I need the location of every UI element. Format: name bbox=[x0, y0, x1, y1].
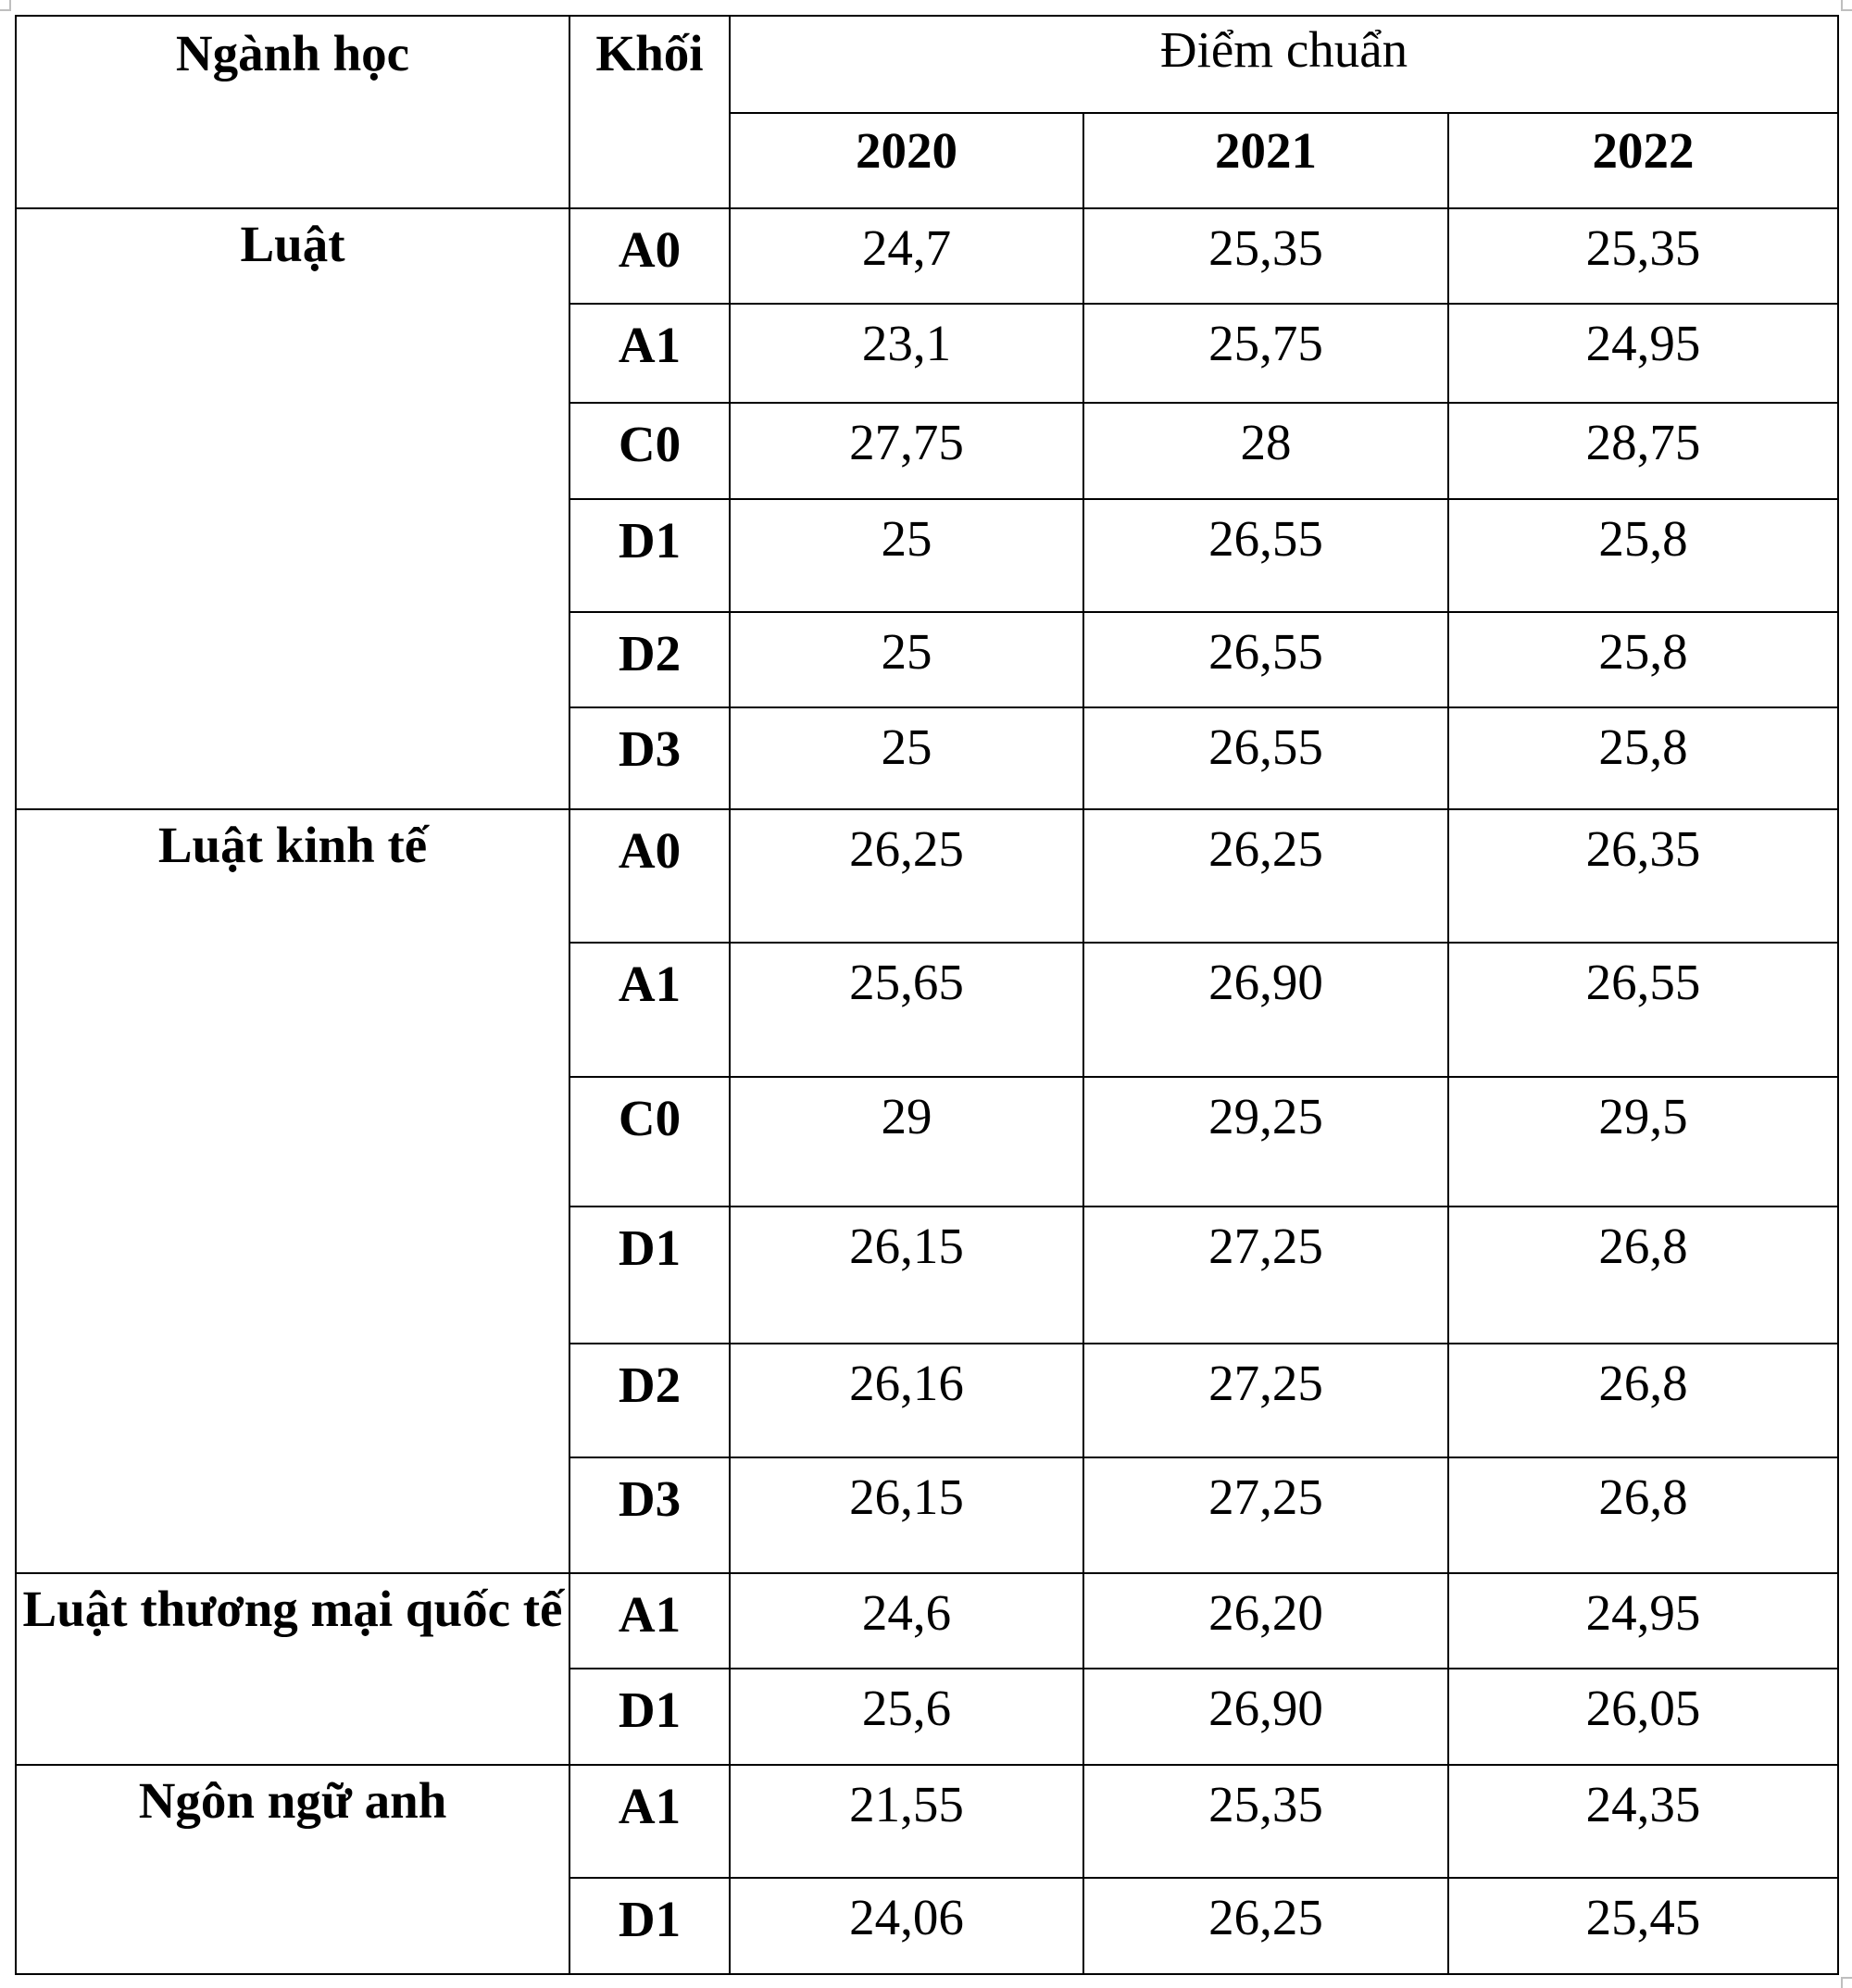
score-cell-2020: 25,6 bbox=[730, 1669, 1083, 1765]
score-cell-2022: 26,35 bbox=[1448, 809, 1838, 943]
block-code-cell: A0 bbox=[569, 208, 730, 304]
score-cell-2022: 28,75 bbox=[1448, 403, 1838, 499]
major-name-cell: Luật bbox=[16, 208, 569, 809]
block-code-cell: D2 bbox=[569, 1344, 730, 1457]
header-row-1 bbox=[16, 16, 1838, 113]
score-cell-2022: 24,95 bbox=[1448, 304, 1838, 403]
score-cell-2022: 25,8 bbox=[1448, 499, 1838, 612]
block-code-cell: D1 bbox=[569, 1878, 730, 1974]
score-cell-2022: 25,45 bbox=[1448, 1878, 1838, 1974]
corner-mark-bottom-right bbox=[1841, 1977, 1852, 1988]
block-code-cell: A0 bbox=[569, 809, 730, 943]
header-major: Ngành học bbox=[16, 16, 569, 208]
score-cell-2022: 29,5 bbox=[1448, 1077, 1838, 1207]
score-cell-2022: 26,8 bbox=[1448, 1344, 1838, 1457]
score-cell-2022: 24,95 bbox=[1448, 1573, 1838, 1669]
score-cell-2022: 25,8 bbox=[1448, 707, 1838, 809]
block-code-cell: D3 bbox=[569, 707, 730, 809]
score-cell-2020: 25 bbox=[730, 612, 1083, 707]
score-cell-2020: 24,6 bbox=[730, 1573, 1083, 1669]
score-cell-2021: 27,25 bbox=[1083, 1344, 1448, 1457]
admission-score-table bbox=[15, 15, 1839, 1975]
header-block: Khối bbox=[569, 16, 730, 208]
score-cell-2021: 26,90 bbox=[1083, 943, 1448, 1077]
score-cell-2021: 27,25 bbox=[1083, 1207, 1448, 1344]
score-cell-2020: 27,75 bbox=[730, 403, 1083, 499]
block-code-cell: A1 bbox=[569, 943, 730, 1077]
table-row bbox=[16, 809, 1838, 943]
score-cell-2020: 25 bbox=[730, 707, 1083, 809]
block-code-cell: D3 bbox=[569, 1457, 730, 1573]
table-row bbox=[16, 208, 1838, 304]
score-cell-2021: 25,75 bbox=[1083, 304, 1448, 403]
score-cell-2021: 26,90 bbox=[1083, 1669, 1448, 1765]
score-cell-2021: 28 bbox=[1083, 403, 1448, 499]
table-row bbox=[16, 1765, 1838, 1878]
score-cell-2022: 24,35 bbox=[1448, 1765, 1838, 1878]
corner-mark-top-left bbox=[0, 0, 11, 11]
score-cell-2021: 26,55 bbox=[1083, 612, 1448, 707]
score-cell-2020: 26,15 bbox=[730, 1457, 1083, 1573]
score-cell-2022: 26,05 bbox=[1448, 1669, 1838, 1765]
score-cell-2020: 24,06 bbox=[730, 1878, 1083, 1974]
score-cell-2021: 26,25 bbox=[1083, 1878, 1448, 1974]
score-cell-2021: 27,25 bbox=[1083, 1457, 1448, 1573]
score-cell-2022: 25,35 bbox=[1448, 208, 1838, 304]
score-cell-2020: 25,65 bbox=[730, 943, 1083, 1077]
header-score-group: Điểm chuẩn bbox=[730, 16, 1838, 113]
block-code-cell: D1 bbox=[569, 499, 730, 612]
block-code-cell: A1 bbox=[569, 1573, 730, 1669]
score-cell-2021: 26,55 bbox=[1083, 707, 1448, 809]
score-cell-2022: 26,8 bbox=[1448, 1457, 1838, 1573]
block-code-cell: D2 bbox=[569, 612, 730, 707]
major-name-cell: Ngôn ngữ anh bbox=[16, 1765, 569, 1974]
score-cell-2020: 23,1 bbox=[730, 304, 1083, 403]
corner-mark-top-right bbox=[1841, 0, 1852, 11]
score-cell-2020: 25 bbox=[730, 499, 1083, 612]
score-cell-2020: 26,25 bbox=[730, 809, 1083, 943]
header-year-2022: 2022 bbox=[1448, 113, 1838, 208]
major-name-cell: Luật kinh tế bbox=[16, 809, 569, 1573]
score-cell-2021: 26,55 bbox=[1083, 499, 1448, 612]
block-code-cell: C0 bbox=[569, 403, 730, 499]
header-year-2021: 2021 bbox=[1083, 113, 1448, 208]
score-cell-2021: 25,35 bbox=[1083, 1765, 1448, 1878]
score-cell-2022: 26,55 bbox=[1448, 943, 1838, 1077]
score-cell-2020: 26,15 bbox=[730, 1207, 1083, 1344]
score-cell-2021: 29,25 bbox=[1083, 1077, 1448, 1207]
header-year-2020: 2020 bbox=[730, 113, 1083, 208]
block-code-cell: A1 bbox=[569, 1765, 730, 1878]
major-name-cell: Luật thương mại quốc tế bbox=[16, 1573, 569, 1765]
block-code-cell: A1 bbox=[569, 304, 730, 403]
table-row bbox=[16, 1573, 1838, 1669]
score-cell-2020: 21,55 bbox=[730, 1765, 1083, 1878]
block-code-cell: C0 bbox=[569, 1077, 730, 1207]
score-cell-2022: 26,8 bbox=[1448, 1207, 1838, 1344]
score-cell-2021: 25,35 bbox=[1083, 208, 1448, 304]
block-code-cell: D1 bbox=[569, 1207, 730, 1344]
score-cell-2021: 26,20 bbox=[1083, 1573, 1448, 1669]
block-code-cell: D1 bbox=[569, 1669, 730, 1765]
score-cell-2020: 26,16 bbox=[730, 1344, 1083, 1457]
score-cell-2022: 25,8 bbox=[1448, 612, 1838, 707]
score-cell-2020: 29 bbox=[730, 1077, 1083, 1207]
score-cell-2020: 24,7 bbox=[730, 208, 1083, 304]
score-cell-2021: 26,25 bbox=[1083, 809, 1448, 943]
